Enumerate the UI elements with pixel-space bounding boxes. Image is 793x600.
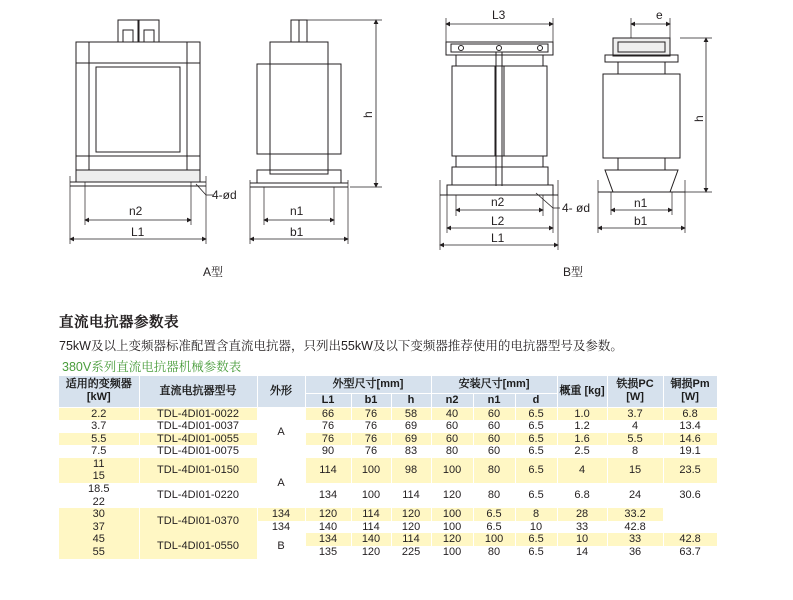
header-n1: n1 — [473, 393, 515, 407]
cell-n1: 60 — [473, 433, 515, 446]
table-row — [59, 458, 787, 471]
type-a-caption: A型 — [203, 265, 224, 279]
cell-n2: 120 — [391, 508, 431, 521]
dim-label-b-h: h — [692, 115, 706, 122]
cell-b1: 140 — [351, 533, 391, 546]
dim-label-b-b1: b1 — [634, 214, 648, 228]
cell-n2: 100 — [431, 546, 473, 559]
cell-iron-loss: 33 — [607, 533, 663, 546]
cell-n1: 100 — [431, 521, 473, 534]
dim-label-l1: L1 — [131, 225, 145, 239]
cell-b1: 76 — [351, 420, 391, 433]
section-title: 直流电抗器参数表 — [59, 315, 179, 331]
cell-copper-loss: 42.8 — [663, 533, 717, 546]
cell-shape: A — [257, 407, 305, 458]
cell-d: 6.5 — [515, 533, 557, 546]
cell-h: 114 — [391, 483, 431, 508]
table-row — [59, 508, 787, 521]
table-row — [59, 483, 787, 496]
table-row — [59, 433, 787, 446]
cell-iron-loss: 4 — [607, 420, 663, 433]
cell-n2: 60 — [431, 420, 473, 433]
cell-model: TDL-4DI01-0022 — [139, 407, 257, 420]
dim-label-n1: n1 — [290, 204, 304, 218]
cell-kw: 30 — [59, 508, 139, 521]
cell-d: 6.5 — [515, 433, 557, 446]
cell-weight: 6.8 — [557, 483, 607, 508]
cell-weight: 1.0 — [557, 407, 607, 420]
dim-label-b-hole: 4- ød — [562, 201, 591, 215]
type-a-side-view — [250, 20, 382, 244]
table-row — [59, 420, 787, 433]
type-b-caption: B型 — [563, 265, 584, 279]
cell-n1: 100 — [473, 533, 515, 546]
dim-label-h: h — [361, 111, 375, 118]
cell-h: 225 — [391, 546, 431, 559]
cell-weight: 14 — [557, 546, 607, 559]
cell-weight: 8 — [515, 508, 557, 521]
dim-label-b1: b1 — [290, 225, 304, 239]
cell-l1: 134 — [305, 483, 351, 508]
cell-kw: 15 — [59, 470, 139, 483]
cell-b1: 76 — [351, 433, 391, 446]
cell-h: 114 — [391, 533, 431, 546]
table-row — [59, 445, 787, 458]
cell-copper-loss: 14.6 — [663, 433, 717, 446]
cell-model: TDL-4DI01-0075 — [139, 445, 257, 458]
dim-label-e: e — [656, 8, 663, 22]
dim-label-b-n2: n2 — [491, 195, 505, 209]
cell-h: 114 — [351, 521, 391, 534]
header-model: 直流电抗器型号 — [139, 376, 257, 407]
cell-n1: 60 — [473, 420, 515, 433]
cell-l1: 66 — [305, 407, 351, 420]
cell-h: 98 — [391, 458, 431, 483]
cell-l1: 134 — [305, 533, 351, 546]
cell-b1: 100 — [351, 458, 391, 483]
cell-kw: 45 — [59, 533, 139, 546]
cell-n2: 120 — [391, 521, 431, 534]
cell-n1: 80 — [473, 458, 515, 483]
cell-copper-loss: 30.6 — [663, 483, 717, 508]
type-b-side-view — [598, 18, 712, 233]
cell-weight: 1.6 — [557, 433, 607, 446]
cell-n1: 60 — [473, 445, 515, 458]
cell-copper-loss: 42.8 — [607, 521, 663, 534]
cell-b1: 100 — [351, 483, 391, 508]
cell-h: 69 — [391, 433, 431, 446]
cell-iron-loss: 5.5 — [607, 433, 663, 446]
dim-label-b-n1: n1 — [634, 196, 648, 210]
cell-n2: 80 — [431, 445, 473, 458]
cell-copper-loss: 19.1 — [663, 445, 717, 458]
cell-n2: 100 — [431, 458, 473, 483]
dim-label-l2: L2 — [491, 214, 505, 228]
cell-model: TDL-4DI01-0150 — [139, 458, 257, 483]
cell-d: 6.5 — [515, 458, 557, 483]
table-row — [59, 533, 787, 546]
cell-kw: 7.5 — [59, 445, 139, 458]
cell-iron-loss: 33 — [557, 521, 607, 534]
header-inverter: 适用的变频器 [kW] — [59, 376, 139, 407]
cell-model: TDL-4DI01-0370 — [139, 508, 257, 533]
cell-kw: 3.7 — [59, 420, 139, 433]
cell-b1: 120 — [305, 508, 351, 521]
cell-copper-loss: 13.4 — [663, 420, 717, 433]
cell-weight: 10 — [557, 533, 607, 546]
cell-n2: 120 — [431, 483, 473, 508]
cell-l1: 90 — [305, 445, 351, 458]
cell-d: 6.5 — [473, 508, 515, 521]
cell-kw: 18.5 — [59, 483, 139, 496]
cell-iron-loss: 28 — [557, 508, 607, 521]
cell-n1: 80 — [473, 483, 515, 508]
header-b1: b1 — [351, 393, 391, 407]
cell-kw: 55 — [59, 546, 139, 559]
cell-d: 6.5 — [515, 420, 557, 433]
header-l1: L1 — [305, 393, 351, 407]
dim-label-n2: n2 — [129, 204, 143, 218]
cell-model: TDL-4DI01-0055 — [139, 433, 257, 446]
cell-l1: 134 — [257, 521, 305, 534]
cell-model: TDL-4DI01-0220 — [139, 483, 257, 508]
cell-weight: 4 — [557, 458, 607, 483]
header-n2: n2 — [431, 393, 473, 407]
cell-d: 6.5 — [515, 445, 557, 458]
cell-shape: A — [257, 458, 305, 508]
cell-n2: 120 — [431, 533, 473, 546]
header-d: d — [515, 393, 557, 407]
table-caption: 380V系列直流电抗器机械参数表 — [62, 360, 242, 374]
cell-shape: B — [257, 533, 305, 558]
cell-iron-loss: 8 — [607, 445, 663, 458]
cell-b1: 120 — [351, 546, 391, 559]
cell-b1: 76 — [351, 445, 391, 458]
cell-model: TDL-4DI01-0550 — [139, 533, 257, 558]
cell-l1: 114 — [305, 458, 351, 483]
cell-kw: 37 — [59, 521, 139, 534]
cell-l1: 135 — [305, 546, 351, 559]
dim-label-l3: L3 — [492, 8, 506, 22]
cell-weight: 1.2 — [557, 420, 607, 433]
dim-label-b-l1: L1 — [491, 231, 505, 245]
header-copper-loss: 铜损Pm [W] — [663, 376, 717, 407]
cell-weight: 10 — [515, 521, 557, 534]
cell-n1: 100 — [431, 508, 473, 521]
cell-kw: 5.5 — [59, 433, 139, 446]
dim-label-hole: 4-ød — [212, 188, 237, 202]
cell-copper-loss: 33.2 — [607, 508, 663, 521]
cell-h: 58 — [391, 407, 431, 420]
drawing-canvas — [0, 0, 793, 290]
cell-kw: 2.2 — [59, 407, 139, 420]
outline-drawings — [0, 0, 793, 290]
cell-copper-loss: 63.7 — [663, 546, 717, 559]
cell-h: 114 — [351, 508, 391, 521]
cell-n1: 80 — [473, 546, 515, 559]
header-mount: 安装尺寸[mm] — [431, 376, 557, 393]
cell-iron-loss: 15 — [607, 458, 663, 483]
table-row — [59, 407, 787, 420]
cell-l1: 76 — [305, 433, 351, 446]
cell-iron-loss: 36 — [607, 546, 663, 559]
cell-h: 69 — [391, 420, 431, 433]
reactor-parameter-table — [59, 376, 788, 559]
cell-b1: 76 — [351, 407, 391, 420]
cell-l1: 76 — [305, 420, 351, 433]
cell-l1: 134 — [257, 508, 305, 521]
cell-weight: 2.5 — [557, 445, 607, 458]
cell-n1: 60 — [473, 407, 515, 420]
header-shape: 外形 — [257, 376, 305, 407]
cell-d: 6.5 — [515, 546, 557, 559]
cell-n2: 40 — [431, 407, 473, 420]
header-outline: 外型尺寸[mm] — [305, 376, 431, 393]
intro-text: 75kW及以上变频器标准配置含直流电抗器，只列出55kW及以下变频器推荐使用的电抗器型号及参数。 — [59, 339, 623, 353]
cell-model: TDL-4DI01-0037 — [139, 420, 257, 433]
cell-b1: 140 — [305, 521, 351, 534]
cell-n2: 60 — [431, 433, 473, 446]
cell-kw: 11 — [59, 458, 139, 471]
cell-copper-loss: 6.8 — [663, 407, 717, 420]
cell-copper-loss: 23.5 — [663, 458, 717, 483]
cell-h: 83 — [391, 445, 431, 458]
cell-kw: 22 — [59, 496, 139, 509]
cell-d: 6.5 — [515, 483, 557, 508]
cell-iron-loss: 3.7 — [607, 407, 663, 420]
header-iron-loss: 铁损PC [W] — [607, 376, 663, 407]
cell-d: 6.5 — [473, 521, 515, 534]
header-weight: 概重 [kg] — [557, 376, 607, 407]
cell-iron-loss: 24 — [607, 483, 663, 508]
header-h: h — [391, 393, 431, 407]
cell-d: 6.5 — [515, 407, 557, 420]
